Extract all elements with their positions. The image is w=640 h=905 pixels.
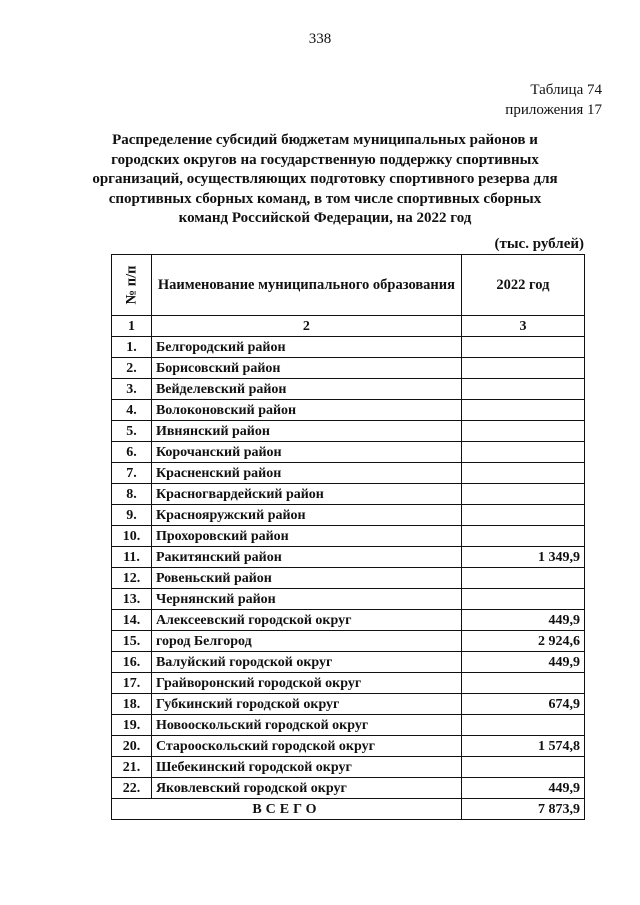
- row-value: [461, 505, 584, 526]
- row-value: [461, 400, 584, 421]
- table-row: [112, 736, 585, 757]
- table-row: [112, 400, 585, 421]
- row-value: [461, 568, 584, 589]
- total-label: ВСЕГО: [112, 799, 462, 820]
- row-number: 12.: [112, 568, 152, 589]
- row-municipality: Чернянский район: [151, 589, 461, 610]
- row-value: [461, 589, 584, 610]
- row-municipality: Шебекинский городской округ: [151, 757, 461, 778]
- row-value: [461, 757, 584, 778]
- header-num-label: № п/п: [123, 265, 140, 305]
- row-number: 16.: [112, 652, 152, 673]
- row-value: 1 349,9: [461, 547, 584, 568]
- column-numbers-row: [112, 316, 585, 337]
- units-label: (тыс. рублей): [494, 236, 584, 252]
- row-value: [461, 673, 584, 694]
- row-value: 449,9: [461, 778, 584, 799]
- row-municipality: Вейделевский район: [151, 379, 461, 400]
- table-reference: [505, 80, 602, 120]
- row-municipality: Губкинский городской округ: [151, 694, 461, 715]
- row-number: 7.: [112, 463, 152, 484]
- total-value: 7 873,9: [461, 799, 584, 820]
- appendix-number: приложения 17: [505, 102, 602, 118]
- table-row: [112, 652, 585, 673]
- row-municipality: Ракитянский район: [151, 547, 461, 568]
- column-number: 1: [112, 316, 152, 337]
- row-municipality: Ивнянский район: [151, 421, 461, 442]
- row-value: [461, 421, 584, 442]
- row-municipality: Красногвардейский район: [151, 484, 461, 505]
- total-row: [112, 799, 585, 820]
- row-number: 6.: [112, 442, 152, 463]
- table-header-row: [112, 255, 585, 316]
- table-row: [112, 505, 585, 526]
- row-value: [461, 463, 584, 484]
- row-number: 1.: [112, 337, 152, 358]
- row-value: 674,9: [461, 694, 584, 715]
- row-number: 3.: [112, 379, 152, 400]
- row-value: [461, 526, 584, 547]
- row-municipality: Яковлевский городской округ: [151, 778, 461, 799]
- table-row: [112, 484, 585, 505]
- row-value: 2 924,6: [461, 631, 584, 652]
- row-number: 9.: [112, 505, 152, 526]
- table-row: [112, 631, 585, 652]
- table-row: [112, 778, 585, 799]
- row-number: 22.: [112, 778, 152, 799]
- table-row: [112, 694, 585, 715]
- table-row: [112, 589, 585, 610]
- table-row: [112, 526, 585, 547]
- row-municipality: Корочанский район: [151, 442, 461, 463]
- subsidy-table: [111, 254, 585, 820]
- header-name: Наименование муниципального образования: [151, 255, 461, 316]
- row-value: 449,9: [461, 610, 584, 631]
- row-value: [461, 379, 584, 400]
- row-number: 14.: [112, 610, 152, 631]
- row-number: 13.: [112, 589, 152, 610]
- row-municipality: Борисовский район: [151, 358, 461, 379]
- table-row: [112, 379, 585, 400]
- row-number: 15.: [112, 631, 152, 652]
- column-number: 3: [461, 316, 584, 337]
- row-municipality: Валуйский городской округ: [151, 652, 461, 673]
- row-municipality: Новооскольский городской округ: [151, 715, 461, 736]
- row-municipality: Алексеевский городской округ: [151, 610, 461, 631]
- row-number: 21.: [112, 757, 152, 778]
- table-row: [112, 358, 585, 379]
- row-municipality: Грайворонский городской округ: [151, 673, 461, 694]
- row-value: 449,9: [461, 652, 584, 673]
- row-municipality: Белгородский район: [151, 337, 461, 358]
- table-row: [112, 673, 585, 694]
- document-title: Распределение субсидий бюджетам муниципальных районов и городских округов на государственную поддержку спортивных организаций, осуществляющих подготовку спортивного резерва для спортивных сборных команд, в том числе спортивных сборных команд Российской Федерации, на 2022 год: [92, 132, 558, 226]
- table-row: [112, 568, 585, 589]
- row-number: 4.: [112, 400, 152, 421]
- header-num: [112, 255, 152, 316]
- table-row: [112, 442, 585, 463]
- row-value: [461, 484, 584, 505]
- row-municipality: город Белгород: [151, 631, 461, 652]
- table-row: [112, 610, 585, 631]
- row-municipality: Краснояружский район: [151, 505, 461, 526]
- row-number: 8.: [112, 484, 152, 505]
- column-number: 2: [151, 316, 461, 337]
- row-value: [461, 715, 584, 736]
- row-number: 20.: [112, 736, 152, 757]
- row-municipality: Прохоровский район: [151, 526, 461, 547]
- table-row: [112, 421, 585, 442]
- row-number: 17.: [112, 673, 152, 694]
- table-row: [112, 715, 585, 736]
- row-number: 18.: [112, 694, 152, 715]
- table-row: [112, 337, 585, 358]
- row-value: 1 574,8: [461, 736, 584, 757]
- row-municipality: Старооскольский городской округ: [151, 736, 461, 757]
- row-number: 11.: [112, 547, 152, 568]
- table-row: [112, 463, 585, 484]
- row-municipality: Волоконовский район: [151, 400, 461, 421]
- table-row: [112, 757, 585, 778]
- row-value: [461, 358, 584, 379]
- row-number: 19.: [112, 715, 152, 736]
- table-number: Таблица 74: [530, 82, 602, 98]
- row-municipality: Ровеньский район: [151, 568, 461, 589]
- row-value: [461, 337, 584, 358]
- row-number: 10.: [112, 526, 152, 547]
- header-year: 2022 год: [461, 255, 584, 316]
- row-number: 5.: [112, 421, 152, 442]
- row-number: 2.: [112, 358, 152, 379]
- row-value: [461, 442, 584, 463]
- page-number: 338: [308, 31, 332, 47]
- table-row: [112, 547, 585, 568]
- row-municipality: Красненский район: [151, 463, 461, 484]
